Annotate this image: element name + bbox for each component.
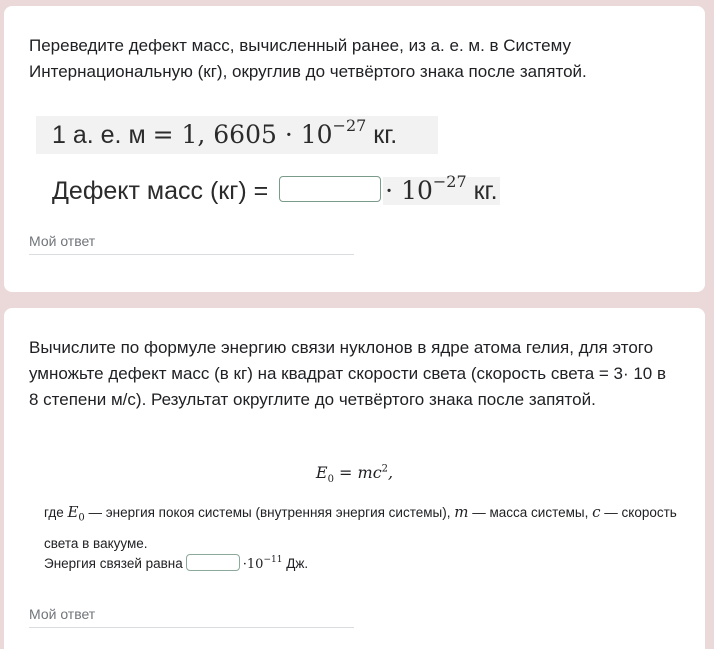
formula-value: = 1, 6605 · 10 [152, 120, 333, 149]
question-card-1 [4, 6, 705, 292]
eq-e: E [315, 463, 328, 482]
formula-lhs: 1 а. е. м [52, 121, 153, 149]
question-text: Переведите дефект масс, вычисленный ранее, из а. е. м. в Систему Интернациональную (кг), округлив до четвёртого знака после запятой. [29, 36, 587, 81]
question-card-2 [4, 308, 705, 649]
energy-equation [4, 463, 705, 485]
desc-m: m [454, 503, 469, 521]
conversion-formula [36, 116, 438, 154]
desc-part: — энергия покоя системы (внутренняя энергия системы), [84, 505, 455, 520]
defect-tail [383, 172, 499, 205]
defect-input-box [279, 176, 381, 202]
defect-unit: кг. [466, 177, 498, 205]
answer-input-2[interactable]: Мой ответ [29, 606, 354, 628]
formula-exponent: −27 [332, 116, 367, 135]
desc-e: E [67, 503, 79, 521]
eq-sup: 2 [381, 463, 389, 475]
desc-sub: 0 [78, 512, 85, 524]
desc-part: где [44, 505, 68, 520]
energy-input-box [186, 554, 240, 571]
energy-label: Энергия связей равна [44, 556, 183, 572]
defect-multiplier: · 10 [385, 176, 433, 205]
desc-part: — масса системы, [468, 505, 593, 520]
energy-unit: Дж. [282, 556, 309, 572]
formula-unit: кг. [366, 121, 398, 149]
defect-formula [36, 172, 500, 210]
eq-sub: 0 [327, 474, 334, 486]
energy-formula [44, 556, 308, 573]
energy-exponent: −11 [263, 555, 283, 566]
eq-end: , [388, 463, 394, 482]
question-text: Вычислите по формуле энергию связи нуклонов в ядре атома гелия, для этого умножьте дефект масс (в кг) на квадрат скорости света (скорость света = 3· 10 в 8 степени м/с). Результат округлите до четвёртого знака после запятой. [29, 338, 667, 409]
energy-multiplier: ·10 [242, 557, 264, 573]
equation-description [44, 500, 677, 556]
eq-rhs: = mc [333, 463, 382, 482]
defect-exponent: −27 [432, 172, 467, 191]
defect-label: Дефект масс (кг) = [52, 177, 276, 205]
answer-input-1[interactable]: Мой ответ [29, 233, 354, 255]
desc-part: — скорость света в вакууме. [44, 505, 677, 551]
desc-c: c [592, 503, 601, 521]
